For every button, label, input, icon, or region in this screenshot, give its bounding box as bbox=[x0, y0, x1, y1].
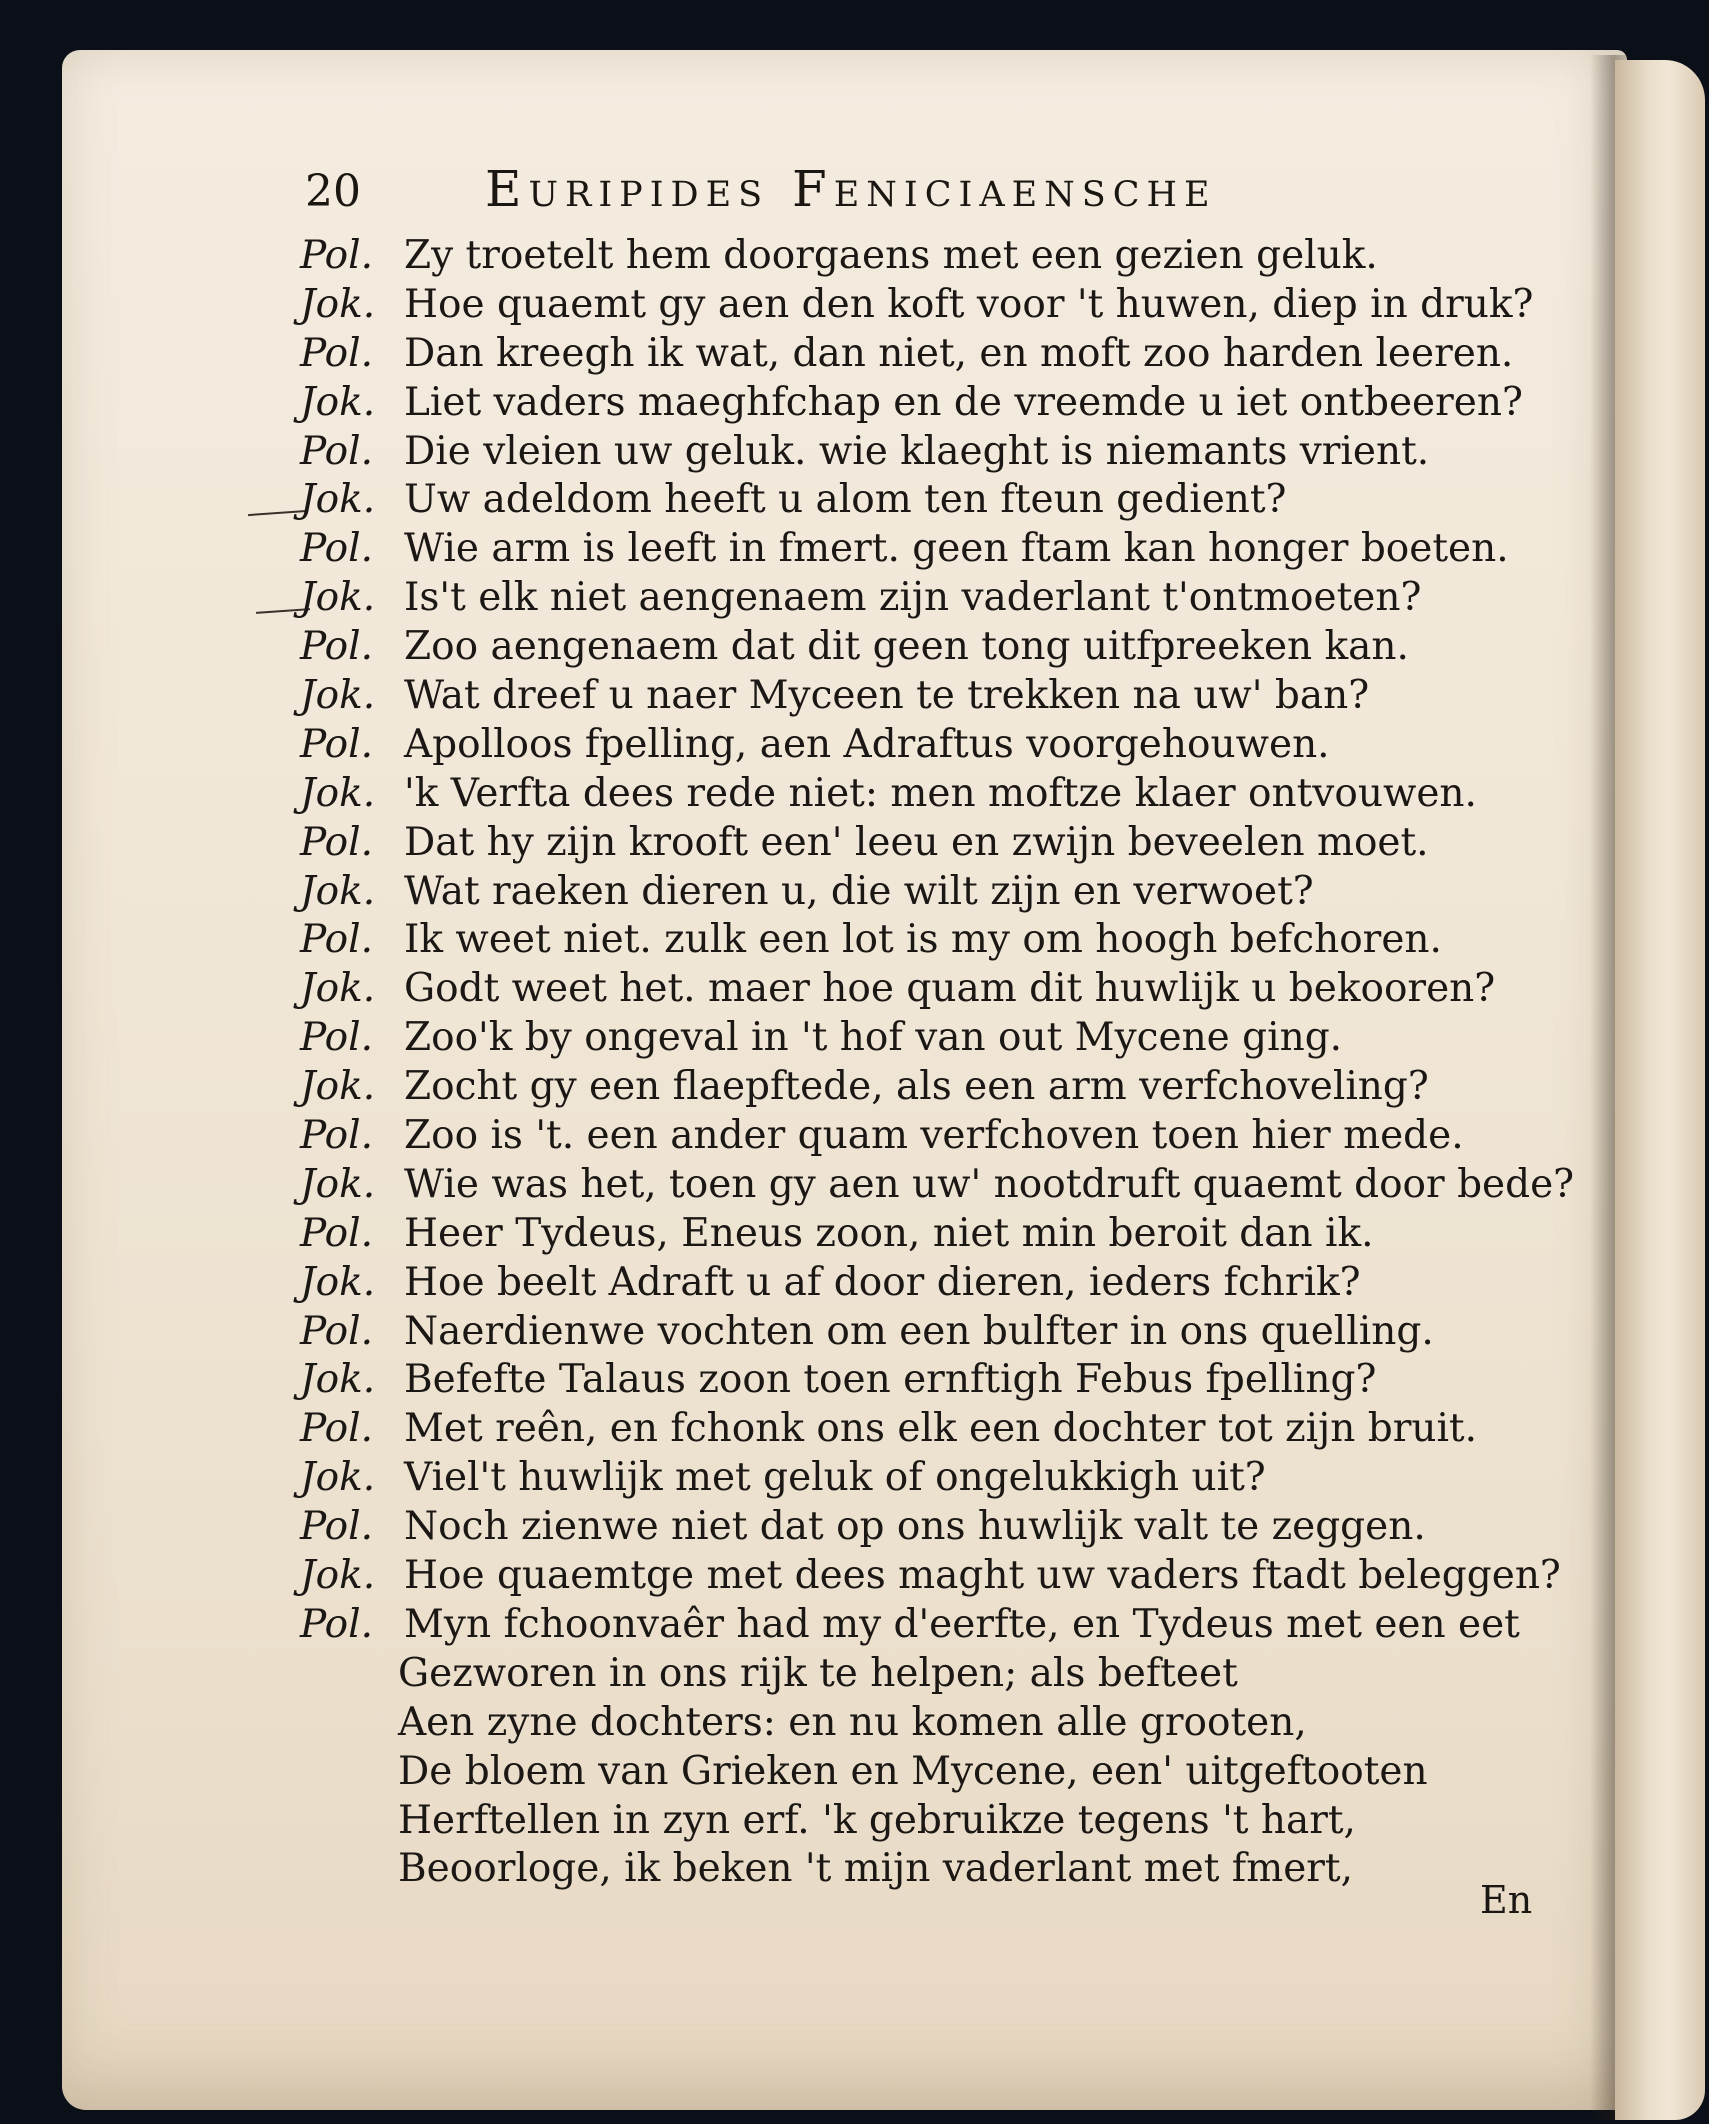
verse-text: Gezworen in ons rijk te helpen; als befteet bbox=[398, 1650, 1238, 1696]
dialogue-text bbox=[300, 232, 1575, 1894]
text-line bbox=[300, 1405, 1560, 1454]
verse-text: Hoe quaemt gy aen den koft voor 't huwen, diep in druk? bbox=[404, 281, 1534, 327]
verse-text: Zoo'k by ongeval in 't hof van out Mycene ging. bbox=[404, 1015, 1343, 1061]
text-line bbox=[300, 1161, 1575, 1210]
text-line bbox=[300, 721, 1560, 770]
verse-text: Apolloos fpelling, aen Adraftus voorgehouwen. bbox=[404, 721, 1330, 767]
verse-text: Wie was het, toen gy aen uw' nootdruft quaemt door bede? bbox=[404, 1161, 1575, 1207]
page-number: 20 bbox=[305, 166, 361, 217]
speaker-label: Pol. bbox=[300, 917, 374, 963]
verse-text: Godt weet het. maer hoe quam dit huwlijk u bekooren? bbox=[404, 966, 1496, 1012]
speaker-label: Pol. bbox=[300, 1113, 374, 1159]
text-line bbox=[300, 1797, 1560, 1846]
text-line bbox=[300, 770, 1560, 819]
catchword: En bbox=[1480, 1878, 1533, 1922]
verse-text: Hoe quaemtge met dees maght uw vaders ftadt beleggen? bbox=[404, 1553, 1561, 1599]
verse-text: Is't elk niet aengenaem zijn vaderlant t'ontmoeten? bbox=[404, 575, 1422, 621]
verse-text: Hoe beelt Adraft u af door dieren, ieders fchrik? bbox=[404, 1259, 1361, 1305]
speaker-label: Jok. bbox=[300, 477, 376, 523]
running-title: Euripides Feniciaensche bbox=[485, 160, 1217, 218]
verse-text: Naerdienwe vochten om een bulfter in ons quelling. bbox=[404, 1308, 1434, 1354]
speaker-label: Pol. bbox=[300, 819, 374, 865]
speaker-label: Jok. bbox=[300, 868, 376, 914]
verse-text: Wat raeken dieren u, die wilt zijn en verwoet? bbox=[404, 868, 1314, 914]
text-line bbox=[300, 281, 1560, 330]
speaker-label: Pol. bbox=[300, 330, 374, 376]
text-line bbox=[300, 672, 1560, 721]
text-line bbox=[300, 1454, 1560, 1503]
verse-text: Ik weet niet. zulk een lot is my om hoogh befchoren. bbox=[404, 917, 1442, 963]
verse-text: Myn fchoonvaêr had my d'eerfte, en Tydeus met een eet bbox=[404, 1601, 1520, 1647]
speaker-label: Jok. bbox=[300, 673, 376, 719]
verse-text: Befefte Talaus zoon toen ernftigh Febus fpelling? bbox=[404, 1357, 1377, 1403]
text-line bbox=[300, 379, 1560, 428]
speaker-label: Pol. bbox=[300, 233, 374, 278]
speaker-label: Pol. bbox=[300, 1015, 374, 1061]
verse-text: Dan kreegh ik wat, dan niet, en moft zoo harden leeren. bbox=[404, 330, 1514, 376]
text-line bbox=[300, 1063, 1560, 1112]
verse-text: 'k Verfta dees rede niet: men moftze klaer ontvouwen. bbox=[404, 770, 1477, 816]
speaker-label: Jok. bbox=[300, 1553, 376, 1599]
speaker-label: Pol. bbox=[300, 1308, 374, 1354]
facing-page-edge bbox=[1615, 60, 1705, 2120]
text-line bbox=[300, 1552, 1560, 1601]
text-line bbox=[300, 1699, 1560, 1748]
text-line bbox=[300, 574, 1560, 623]
text-line bbox=[300, 476, 1560, 525]
verse-text: Viel't huwlijk met geluk of ongelukkigh uit? bbox=[404, 1455, 1266, 1501]
text-line bbox=[300, 623, 1560, 672]
verse-text: Zoo aengenaem dat dit geen tong uitfpreeken kan. bbox=[404, 624, 1409, 670]
text-line bbox=[300, 1356, 1560, 1405]
speaker-label: Pol. bbox=[300, 721, 374, 767]
verse-text: Herftellen in zyn erf. 'k gebruikze tegens 't hart, bbox=[398, 1797, 1356, 1843]
text-line bbox=[300, 330, 1560, 379]
speaker-label: Jok. bbox=[300, 379, 376, 425]
verse-text: Die vleien uw geluk. wie klaeght is niemants vrient. bbox=[404, 428, 1430, 474]
verse-text: Uw adeldom heeft u alom ten fteun gedient? bbox=[404, 477, 1287, 523]
speaker-label: Jok. bbox=[300, 1455, 376, 1501]
speaker-label: Jok. bbox=[300, 966, 376, 1012]
verse-text: Aen zyne dochters: en nu komen alle grooten, bbox=[398, 1699, 1307, 1745]
speaker-label: Jok. bbox=[300, 1259, 376, 1305]
text-line bbox=[300, 916, 1560, 965]
verse-text: Liet vaders maeghfchap en de vreemde u iet ontbeeren? bbox=[404, 379, 1523, 425]
verse-text: De bloem van Grieken en Mycene, een' uitgeftooten bbox=[398, 1748, 1428, 1794]
speaker-label: Jok. bbox=[300, 1064, 376, 1110]
text-line bbox=[300, 1601, 1560, 1650]
verse-text: Zoo is 't. een ander quam verfchoven toen hier mede. bbox=[404, 1113, 1464, 1159]
text-line bbox=[300, 965, 1560, 1014]
verse-text: Zocht gy een flaepftede, als een arm verfchoveling? bbox=[404, 1064, 1429, 1110]
text-line bbox=[300, 525, 1560, 574]
speaker-label: Pol. bbox=[300, 1406, 374, 1452]
text-line bbox=[300, 1748, 1560, 1797]
text-line bbox=[300, 1503, 1560, 1552]
verse-text: Beoorloge, ik beken 't mijn vaderlant met fmert, bbox=[398, 1846, 1353, 1892]
text-line bbox=[300, 1259, 1560, 1308]
text-line bbox=[300, 819, 1560, 868]
speaker-label: Jok. bbox=[300, 1357, 376, 1403]
text-line bbox=[300, 1210, 1560, 1259]
text-line bbox=[300, 232, 1560, 281]
text-line bbox=[300, 1308, 1560, 1357]
verse-text: Heer Tydeus, Eneus zoon, niet min beroit dan ik. bbox=[404, 1210, 1374, 1256]
speaker-label: Pol. bbox=[300, 624, 374, 670]
speaker-label: Jok. bbox=[300, 770, 376, 816]
speaker-label: Jok. bbox=[300, 281, 376, 327]
verse-text: Dat hy zijn krooft een' leeu en zwijn beveelen moet. bbox=[404, 819, 1429, 865]
speaker-label: Pol. bbox=[300, 428, 374, 474]
text-line bbox=[300, 1650, 1560, 1699]
text-line bbox=[300, 1014, 1560, 1063]
verse-text: Zy troetelt hem doorgaens met een gezien geluk. bbox=[404, 233, 1378, 278]
speaker-label: Jok. bbox=[300, 575, 376, 621]
verse-text: Noch zienwe niet dat op ons huwlijk valt te zeggen. bbox=[404, 1504, 1426, 1550]
speaker-label: Jok. bbox=[300, 1161, 376, 1207]
text-line bbox=[300, 1112, 1560, 1161]
page-header bbox=[305, 160, 1405, 230]
verse-text: Wie arm is leeft in fmert. geen ftam kan honger boeten. bbox=[404, 526, 1509, 572]
verse-text: Wat dreef u naer Myceen te trekken na uw' ban? bbox=[404, 673, 1370, 719]
speaker-label: Pol. bbox=[300, 1210, 374, 1256]
speaker-label: Pol. bbox=[300, 1504, 374, 1550]
verse-text: Met reên, en fchonk ons elk een dochter tot zijn bruit. bbox=[404, 1406, 1477, 1452]
text-line bbox=[300, 1845, 1560, 1894]
speaker-label: Pol. bbox=[300, 526, 374, 572]
text-line bbox=[300, 868, 1560, 917]
speaker-label: Pol. bbox=[300, 1601, 374, 1647]
text-line bbox=[300, 428, 1560, 477]
